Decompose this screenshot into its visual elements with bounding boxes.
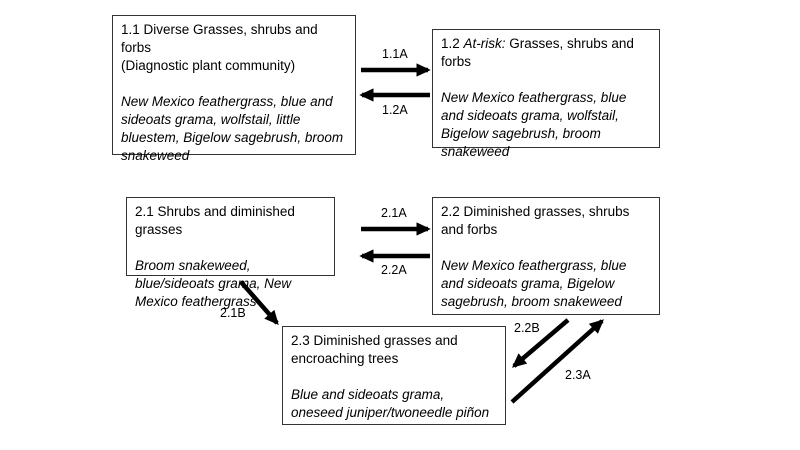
transition-label-1-2a: 1.2A — [382, 103, 408, 117]
state-title-1-2-text: Grasses, shrubs and forbs — [441, 36, 634, 69]
transition-label-2-2b: 2.2B — [514, 321, 540, 335]
state-title-2-3: 2.3 Diminished grasses and encroaching trees — [291, 333, 458, 366]
species-list-1-1: New Mexico feathergrass, blue and sideoats grama, wolfstail, little bluestem, Bigelow sagebrush, broom snakeweed — [121, 94, 344, 163]
species-list-1-2: New Mexico feathergrass, blue and sideoats grama, wolfstail, Bigelow sagebrush, broom snakeweed — [441, 90, 627, 159]
transition-label-2-1a: 2.1A — [381, 206, 407, 220]
state-title-1-2 — [441, 35, 651, 71]
species-list-2-3: Blue and sideoats grama, oneseed juniper/twoneedle piñon — [291, 387, 490, 420]
species-list-2-1: Broom snakeweed, blue/sideoats grama, New Mexico feathergrass — [135, 258, 292, 309]
transition-label-1-1a: 1.1A — [382, 47, 408, 61]
transition-label-2-1b: 2.1B — [220, 306, 246, 320]
state-box-2-2 — [432, 197, 660, 315]
state-title-2-1: 2.1 Shrubs and diminished grasses — [135, 204, 295, 237]
state-box-2-1 — [126, 197, 335, 309]
state-box-2-3 — [282, 326, 506, 425]
transition-label-2-2a: 2.2A — [381, 263, 407, 277]
state-title-1-1: 1.1 Diverse Grasses, shrubs and forbs — [121, 22, 318, 55]
species-list-2-2: New Mexico feathergrass, blue and sideoats grama, Bigelow sagebrush, broom snakeweed — [441, 258, 627, 309]
state-title-2-2: 2.2 Diminished grasses, shrubs and forbs — [441, 204, 630, 237]
state-box-1-1 — [112, 15, 356, 163]
state-title-1-2-number: 1.2 — [441, 36, 464, 51]
at-risk-label: At-risk: — [463, 36, 506, 51]
state-subtitle-1-1: (Diagnostic plant community) — [121, 58, 296, 73]
transition-label-2-3a: 2.3A — [565, 368, 591, 382]
state-box-1-2 — [432, 29, 660, 159]
